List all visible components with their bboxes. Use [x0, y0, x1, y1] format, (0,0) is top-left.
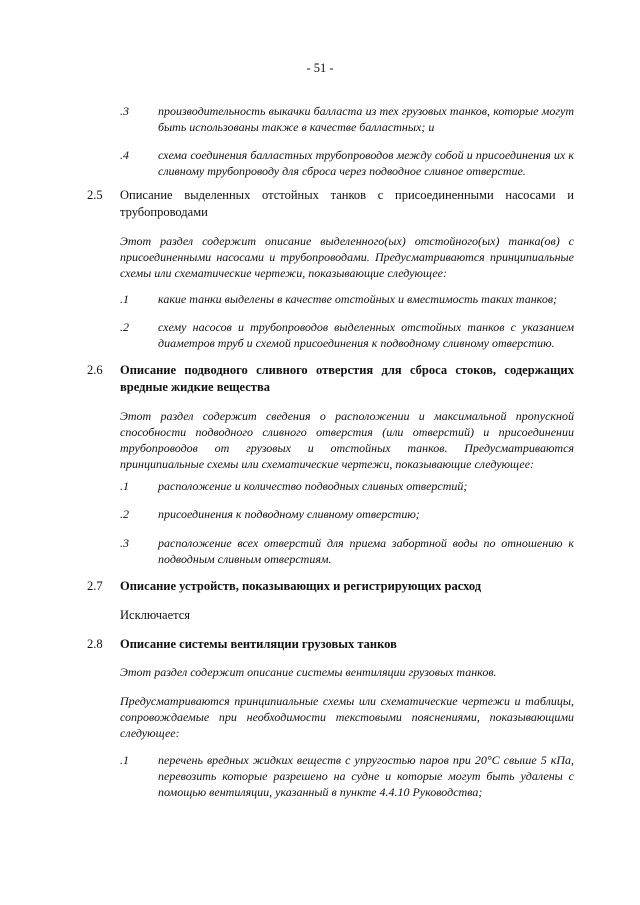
list-item-number: .3 — [120, 104, 129, 118]
section-number: 2.6 — [87, 363, 103, 377]
list-item-text: перечень вредных жидких веществ с упругостью паров при 20°С свыше 5 кПа, перевозить которые разрешено на судне и которые могут быть удалены с помощью вентиляции, указанный в пункте 4.4.10 Руководства; — [158, 753, 574, 799]
section-number: 2.7 — [87, 579, 103, 593]
section-title: Описание системы вентиляции грузовых танков — [120, 637, 397, 651]
list-item-text: схема соединения балластных трубопроводов между собой и присоединения их к сливному трубопроводу для сброса через подводное сливное отверстие. — [158, 148, 574, 178]
section-intro: Этот раздел содержит описание выделенного(ых) отстойного(ых) танка(ов) с присоединенными насосами и трубопроводами. Предусматриваются принципиальные схемы или схематические чертежи, показывающие следующее: — [120, 234, 574, 280]
list-item-number: .1 — [120, 292, 129, 306]
list-item-text: расположение и количество подводных сливных отверстий; — [158, 479, 468, 493]
section-title: Описание выделенных отстойных танков с присоединенными насосами и трубопроводами — [120, 188, 574, 219]
section-number: 2.5 — [87, 188, 103, 202]
list-item-text: производительность выкачки балласта из тех грузовых танков, которые могут быть использованы также в качестве балластных; и — [158, 104, 574, 134]
section-intro: Этот раздел содержит описание системы вентиляции грузовых танков. — [120, 665, 497, 679]
list-item-text: схему насосов и трубопроводов выделенных отстойных танков с указанием диаметров труб и схемой присоединения к подводному сливному отверстию. — [158, 320, 574, 350]
list-item-number: .2 — [120, 320, 129, 334]
list-item-number: .1 — [120, 479, 129, 493]
list-item-text: расположение всех отверстий для приема забортной воды по отношению к подводным сливным отверстиям. — [158, 536, 574, 566]
section-number: 2.8 — [87, 637, 103, 651]
list-item-number: .1 — [120, 753, 129, 767]
page-number: - 51 - — [306, 61, 334, 75]
list-item-number: .3 — [120, 536, 129, 550]
list-item-number: .4 — [120, 148, 129, 162]
section-title: Описание устройств, показывающих и регистрирующих расход — [120, 579, 482, 593]
section-title: Описание подводного сливного отверстия для сброса стоков, содержащих вредные жидкие вещества — [120, 363, 574, 394]
list-item-text: какие танки выделены в качестве отстойных и вместимость таких танков; — [158, 292, 558, 306]
list-item-text: присоединения к подводному сливному отверстию; — [158, 507, 420, 521]
section-intro: Этот раздел содержит сведения о расположении и максимальной пропускной способности подводного сливного отверстия (или отверстий) и присоединении трубопроводов от грузовых и отстойных танков. Предусматриваются принципиальные схемы или схематические чертежи, показывающие следующее: — [120, 409, 574, 471]
section-intro-2: Предусматриваются принципиальные схемы или схематические чертежи и таблицы, сопровождаемые при необходимости текстовыми пояснениями, показывающими следующее: — [120, 694, 574, 740]
section-body: Исключается — [120, 608, 191, 622]
list-item-number: .2 — [120, 507, 129, 521]
